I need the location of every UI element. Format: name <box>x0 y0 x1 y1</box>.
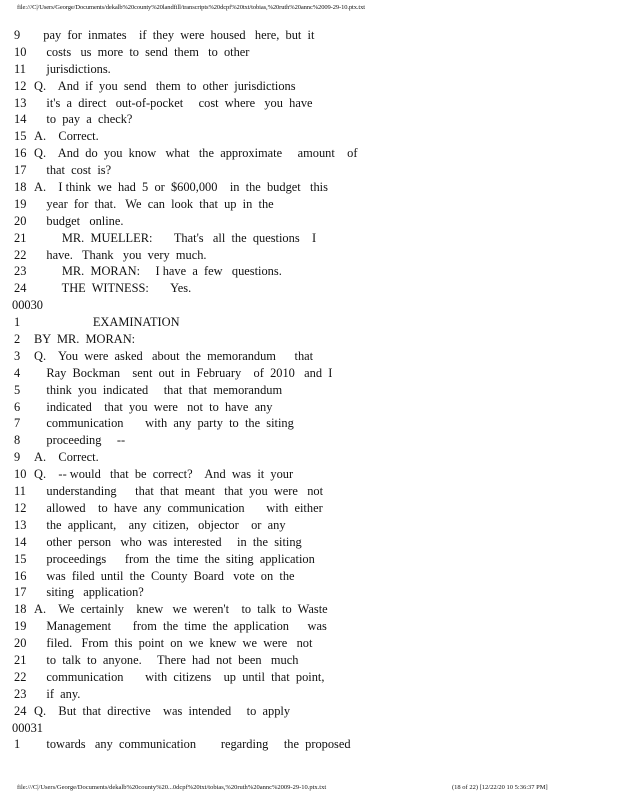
line-number: 11 <box>14 61 26 76</box>
line-text: A. We certainly knew we weren't to talk to Waste <box>34 602 328 617</box>
transcript-line <box>0 618 618 635</box>
line-text: Q. And do you know what the approximate amount of <box>34 146 358 161</box>
line-number: 22 <box>14 669 27 684</box>
line-number: 18 <box>14 180 27 195</box>
line-text: communication with any party to the siting <box>34 416 294 431</box>
transcript-line <box>0 44 618 61</box>
page-marker <box>0 297 618 314</box>
transcript-line <box>0 415 618 432</box>
line-text: MR. MORAN: I have a few questions. <box>34 264 282 279</box>
line-text: was filed until the County Board vote on the <box>34 568 295 583</box>
transcript-line <box>0 95 618 112</box>
transcript-line <box>0 230 618 247</box>
line-text: costs us more to send them to other <box>34 44 250 59</box>
line-text: allowed to have any communication with either <box>34 500 323 515</box>
transcript-line <box>0 382 618 399</box>
line-text: Q. -- would that be correct? And was it your <box>34 467 294 482</box>
transcript-line <box>0 635 618 652</box>
line-text: filed. From this point on we knew we were not <box>34 636 313 651</box>
transcript-line <box>0 263 618 280</box>
line-text: A. Correct. <box>34 129 99 144</box>
page-marker <box>0 720 618 737</box>
line-number: 2 <box>14 332 21 347</box>
line-text: it's a direct out-of-pocket cost where you have <box>34 95 313 110</box>
transcript-line <box>0 703 618 720</box>
line-text: to talk to anyone. There had not been much <box>34 652 299 667</box>
line-text: BY MR. MORAN: <box>34 332 136 347</box>
transcript-line <box>0 314 618 331</box>
line-number: 21 <box>14 230 27 245</box>
line-number: 8 <box>14 433 21 448</box>
transcript-line <box>0 280 618 297</box>
transcript-line <box>0 111 618 128</box>
line-number: 3 <box>14 348 21 363</box>
line-text: A. I think we had 5 or $600,000 in the budget this <box>34 180 328 195</box>
transcript-line <box>0 686 618 703</box>
line-text: A. Correct. <box>34 450 99 465</box>
transcript-line <box>0 365 618 382</box>
transcript-line <box>0 669 618 686</box>
transcript-line <box>0 466 618 483</box>
file-path-header: file:///C|/Users/George/Documents/dekalb%20county%20landfill/transcripts%20dcpf%20txt/tobias,%20ruth%20annc%2009-29-10.ptx.txt <box>17 4 365 11</box>
transcript-line <box>0 331 618 348</box>
line-number: 13 <box>14 517 27 532</box>
line-number: 23 <box>14 264 27 279</box>
transcript-line <box>0 483 618 500</box>
line-text: Ray Bockman sent out in February of 2010 and I <box>34 365 333 380</box>
transcript-line <box>0 652 618 669</box>
file-path-footer: file:///C|/Users/George/Documents/dekalb%20county%20...0dcpf%20txt/tobias,%20ruth%20annc%2009-29-10.ptx.txt <box>17 784 327 791</box>
transcript-line <box>0 348 618 365</box>
line-number: 5 <box>14 382 21 397</box>
line-text: think you indicated that that memorandum <box>34 382 283 397</box>
line-number: 16 <box>14 568 27 583</box>
line-number: 17 <box>14 163 27 178</box>
line-number: 1 <box>14 737 21 752</box>
transcript-line <box>0 500 618 517</box>
line-number: 14 <box>14 534 27 549</box>
line-number: 12 <box>14 500 27 515</box>
line-number: 9 <box>14 450 21 465</box>
line-text: year for that. We can look that up in the <box>34 196 274 211</box>
page-info-footer: (18 of 22) [12/22/20 10 5:36:37 PM] <box>452 784 548 791</box>
line-number: 13 <box>14 95 27 110</box>
transcript-line <box>0 568 618 585</box>
transcript-line <box>0 213 618 230</box>
line-number: 24 <box>14 703 27 718</box>
transcript-line <box>0 399 618 416</box>
line-number: 1 <box>14 315 21 330</box>
transcript-line <box>0 162 618 179</box>
transcript-line <box>0 584 618 601</box>
line-number: 11 <box>14 484 26 499</box>
line-text: proceeding -- <box>34 433 126 448</box>
transcript-line <box>0 145 618 162</box>
line-number: 15 <box>14 551 27 566</box>
line-text: proceedings from the time the siting application <box>34 551 315 566</box>
transcript-line <box>0 196 618 213</box>
line-number: 21 <box>14 652 27 667</box>
line-text: Management from the time the application was <box>34 619 327 634</box>
line-text: that cost is? <box>34 163 112 178</box>
transcript-line <box>0 247 618 264</box>
line-text: Q. And if you send them to other jurisdictions <box>34 78 296 93</box>
line-text: jurisdictions. <box>34 61 111 76</box>
line-number: 20 <box>14 213 27 228</box>
line-text: communication with citizens up until that point, <box>34 669 325 684</box>
transcript-line <box>0 534 618 551</box>
transcript-body <box>0 27 618 753</box>
line-text: the applicant, any citizen, objector or any <box>34 517 286 532</box>
line-text: 00031 <box>12 720 43 735</box>
transcript-line <box>0 179 618 196</box>
transcript-line <box>0 128 618 145</box>
line-number: 23 <box>14 686 27 701</box>
line-text: MR. MUELLER: That's all the questions I <box>34 230 317 245</box>
line-text: understanding that that meant that you were not <box>34 484 324 499</box>
line-text: towards any communication regarding the proposed <box>34 737 351 752</box>
line-number: 16 <box>14 146 27 161</box>
line-text: Q. You were asked about the memorandum that <box>34 348 314 363</box>
line-text: siting application? <box>34 585 144 600</box>
transcript-line <box>0 736 618 753</box>
line-number: 20 <box>14 636 27 651</box>
transcript-line <box>0 432 618 449</box>
line-text: pay for inmates if they were housed here, but it <box>34 28 315 42</box>
transcript-line <box>0 601 618 618</box>
line-text: EXAMINATION <box>34 315 180 330</box>
line-text: have. Thank you very much. <box>34 247 207 262</box>
line-text: to pay a check? <box>34 112 133 127</box>
line-number: 9 <box>14 28 21 42</box>
transcript-line <box>0 78 618 95</box>
line-text: 00030 <box>12 298 43 313</box>
transcript-line <box>0 449 618 466</box>
line-number: 17 <box>14 585 27 600</box>
line-number: 19 <box>14 196 27 211</box>
transcript-line <box>0 27 618 44</box>
transcript-line <box>0 61 618 78</box>
line-number: 15 <box>14 129 27 144</box>
line-number: 6 <box>14 399 21 414</box>
line-number: 19 <box>14 619 27 634</box>
line-text: if any. <box>34 686 81 701</box>
transcript-line <box>0 551 618 568</box>
line-text: budget online. <box>34 213 124 228</box>
line-text: THE WITNESS: Yes. <box>34 281 192 296</box>
line-text: other person who was interested in the siting <box>34 534 302 549</box>
line-number: 4 <box>14 365 21 380</box>
line-number: 10 <box>14 467 27 482</box>
line-number: 22 <box>14 247 27 262</box>
line-number: 7 <box>14 416 21 431</box>
transcript-line <box>0 517 618 534</box>
line-number: 24 <box>14 281 27 296</box>
line-text: indicated that you were not to have any <box>34 399 273 414</box>
line-number: 10 <box>14 44 27 59</box>
line-number: 18 <box>14 602 27 617</box>
line-text: Q. But that directive was intended to apply <box>34 703 291 718</box>
line-number: 12 <box>14 78 27 93</box>
line-number: 14 <box>14 112 27 127</box>
